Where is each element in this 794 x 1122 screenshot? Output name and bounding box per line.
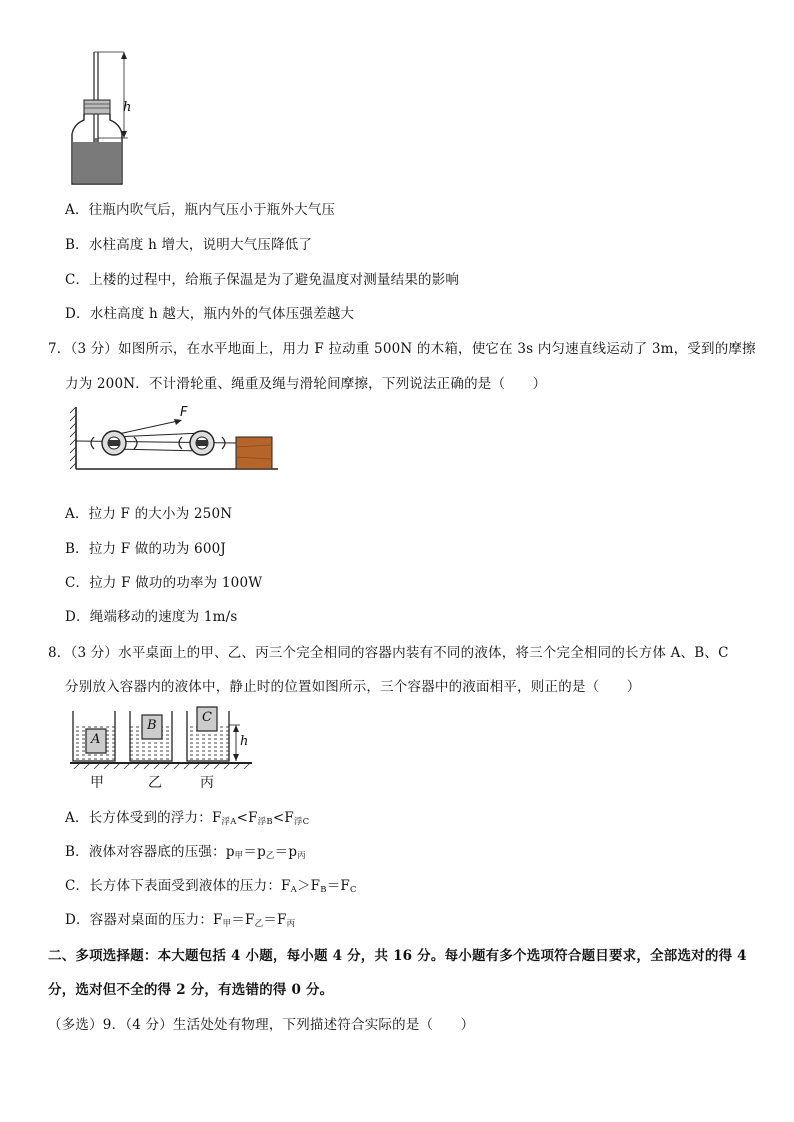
q8-option-d: D．容器对桌面的压力：$F_甲=F_乙=F_丙$ (65, 912, 296, 929)
pulley-figure (70, 405, 280, 471)
q8-stem-line2: 分别放入容器内的液体中，静止时的位置如图所示，三个容器中的液面相平，则正的是（ ） (65, 679, 641, 695)
block-label-c: C (202, 710, 212, 725)
q7-option-b: B．拉力 F 做的功为 600J (65, 541, 227, 557)
label-h-bottle: h (123, 100, 132, 115)
q6-option-c: C．上楼的过程中，给瓶子保温是为了避免温度对测量结果的影响 (65, 272, 460, 288)
container-label-jia: 甲 (90, 775, 104, 791)
q9-stem: （多选）9．（4 分）生活处处有物理，下列描述符合实际的是（ ） (48, 1017, 475, 1033)
bottle-figure (66, 50, 146, 190)
q8-option-a: A．长方体受到的浮力：$F_{浮A}<F_{浮B}<F_{浮C}$ (65, 810, 310, 827)
q7-option-a: A．拉力 F 的大小为 250N (65, 506, 233, 522)
block-label-a: A (91, 732, 101, 747)
container-label-bing: 丙 (200, 775, 214, 791)
label-h-containers: h (240, 734, 249, 749)
block-label-b: B (147, 718, 157, 733)
section2-heading-line1: 二、多项选择题：本大题包括 4 小题，每小题 4 分，共 16 分。每小题有多个选项符合题目要求，全部选对的得 4 (48, 948, 747, 964)
q8-option-b: B．液体对容器底的压强：$p_甲=p_乙=p_丙$ (65, 844, 306, 861)
q7-option-d: D．绳端移动的速度为 1m/s (65, 609, 238, 625)
section2-heading-line2: 分，选对但不全的得 2 分，有选错的得 0 分。 (48, 982, 334, 998)
q7-option-c: C．拉力 F 做功的功率为 100W (65, 575, 263, 591)
container-label-yi: 乙 (148, 775, 162, 791)
q7-stem-line2: 力为 200N．不计滑轮重、绳重及绳与滑轮间摩擦，下列说法正确的是（ ） (65, 376, 547, 392)
q6-option-b: B．水柱高度 h 增大，说明大气压降低了 (65, 237, 313, 253)
q7-stem-line1: 7．（3 分）如图所示，在水平地面上，用力 F 拉动重 500N 的木箱，使它在 3s 内匀速直线运动了 3m，受到的摩擦 (48, 341, 756, 357)
q6-option-d: D．水柱高度 h 越大，瓶内外的气体压强差越大 (65, 306, 355, 322)
q8-option-c: C．长方体下表面受到液体的压力：$F_A>F_B=F_C$ (65, 878, 357, 895)
label-F: F (180, 405, 188, 420)
q8-stem-line1: 8．（3 分）水平桌面上的甲、乙、丙三个完全相同的容器内装有不同的液体，将三个完全相同的长方体 A、B、C (48, 645, 729, 661)
q6-option-a: A．往瓶内吹气后，瓶内气压小于瓶外大气压 (65, 202, 336, 218)
